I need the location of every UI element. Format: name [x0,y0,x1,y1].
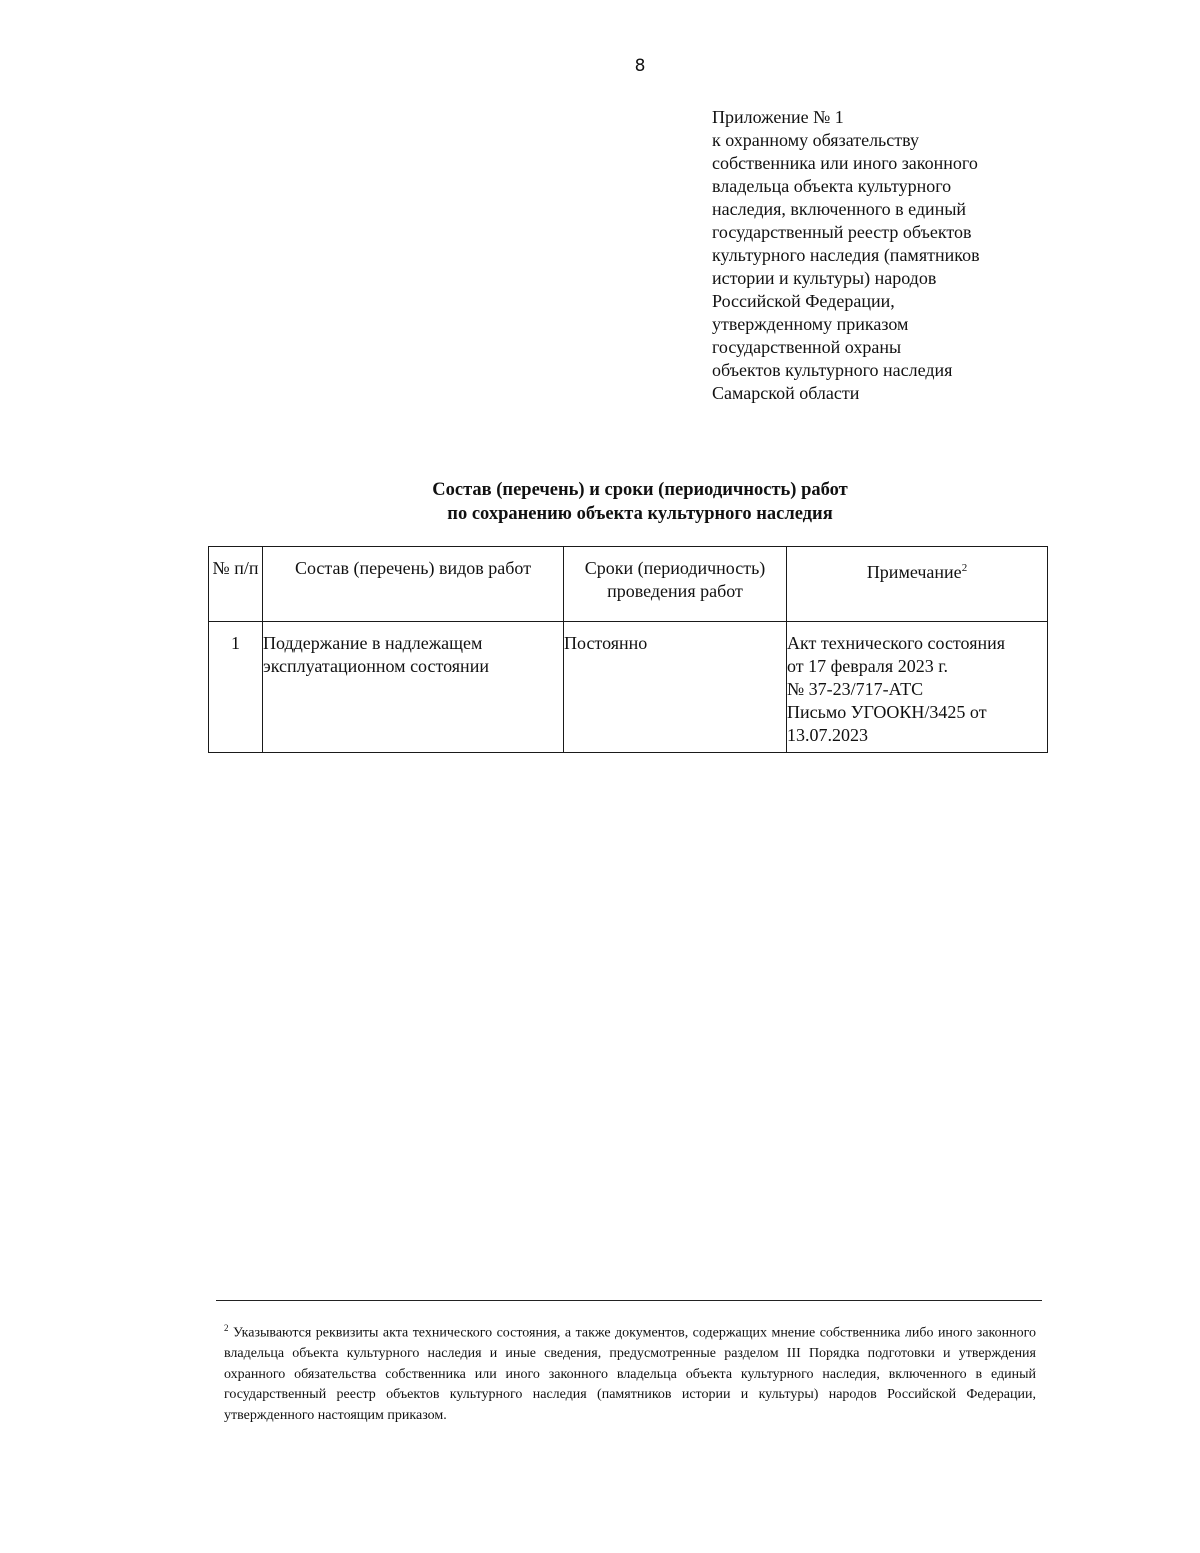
appendix-line: истории и культуры) народов [712,268,937,288]
document-title-line: Состав (перечень) и сроки (периодичность) работ [432,480,848,500]
page-number: 8 [634,56,646,76]
cell-num: 1 [209,622,263,753]
appendix-line: государственной охраны [712,337,902,357]
footnote-text: Указываются реквизиты акта технического состояния, а также документов, содержащих мнение собственника либо иного законного владельца объекта культурного наследия и иные сведения, предусмотренные разделом III Порядка подготовки и утверждения охранного обязательства собственника или иного законного владельца объекта культурного наследия, включенного в единый государственный реестр объектов культурного наследия (памятников истории и культуры) народов Российской Федерации, утвержденного настоящим приказом. [224,1325,1037,1423]
cell-note [787,622,1048,753]
cell-terms: Постоянно [564,622,787,753]
appendix-line: Самарской области [712,383,860,403]
appendix-line: государственный реестр объектов [712,222,972,242]
note-line: Письмо УГООКН/3425 от [787,702,987,722]
appendix-line: культурного наследия (памятников [712,245,980,265]
appendix-line: владельца объекта культурного [712,176,952,196]
note-line: 13.07.2023 [787,725,868,745]
footnote-number: 2 [224,1323,229,1333]
appendix-line: утвержденному приказом [712,314,909,334]
header-works: Состав (перечень) видов работ [263,547,564,622]
appendix-line: объектов культурного наследия [712,360,953,380]
table-row [209,622,1048,753]
note-line: Акт технического состояния [787,633,1006,653]
appendix-line: Приложение № 1 [712,107,844,127]
document-title [300,478,980,526]
header-note-label: Примечание [866,562,962,582]
note-line: № 37-23/717-АТС [787,679,924,699]
footnote [224,1318,1036,1426]
header-num: № п/п [209,547,263,622]
note-line: от 17 февраля 2023 г. [787,656,949,676]
cell-works: Поддержание в надлежащем эксплуатационном состоянии [263,622,564,753]
appendix-heading [712,106,1072,405]
appendix-line: Российской Федерации, [712,291,895,311]
footnote-ref: 2 [961,562,968,574]
header-terms: Сроки (периодичность) проведения работ [564,547,787,622]
header-note [787,547,1048,622]
document-title-line: по сохранению объекта культурного наследия [447,504,833,524]
appendix-line: наследия, включенного в единый [712,199,967,219]
works-table [208,546,1048,753]
table-header-row [209,547,1048,622]
appendix-line: к охранному обязательству [712,130,920,150]
footnote-divider [216,1300,1042,1301]
appendix-line: собственника или иного законного [712,153,978,173]
